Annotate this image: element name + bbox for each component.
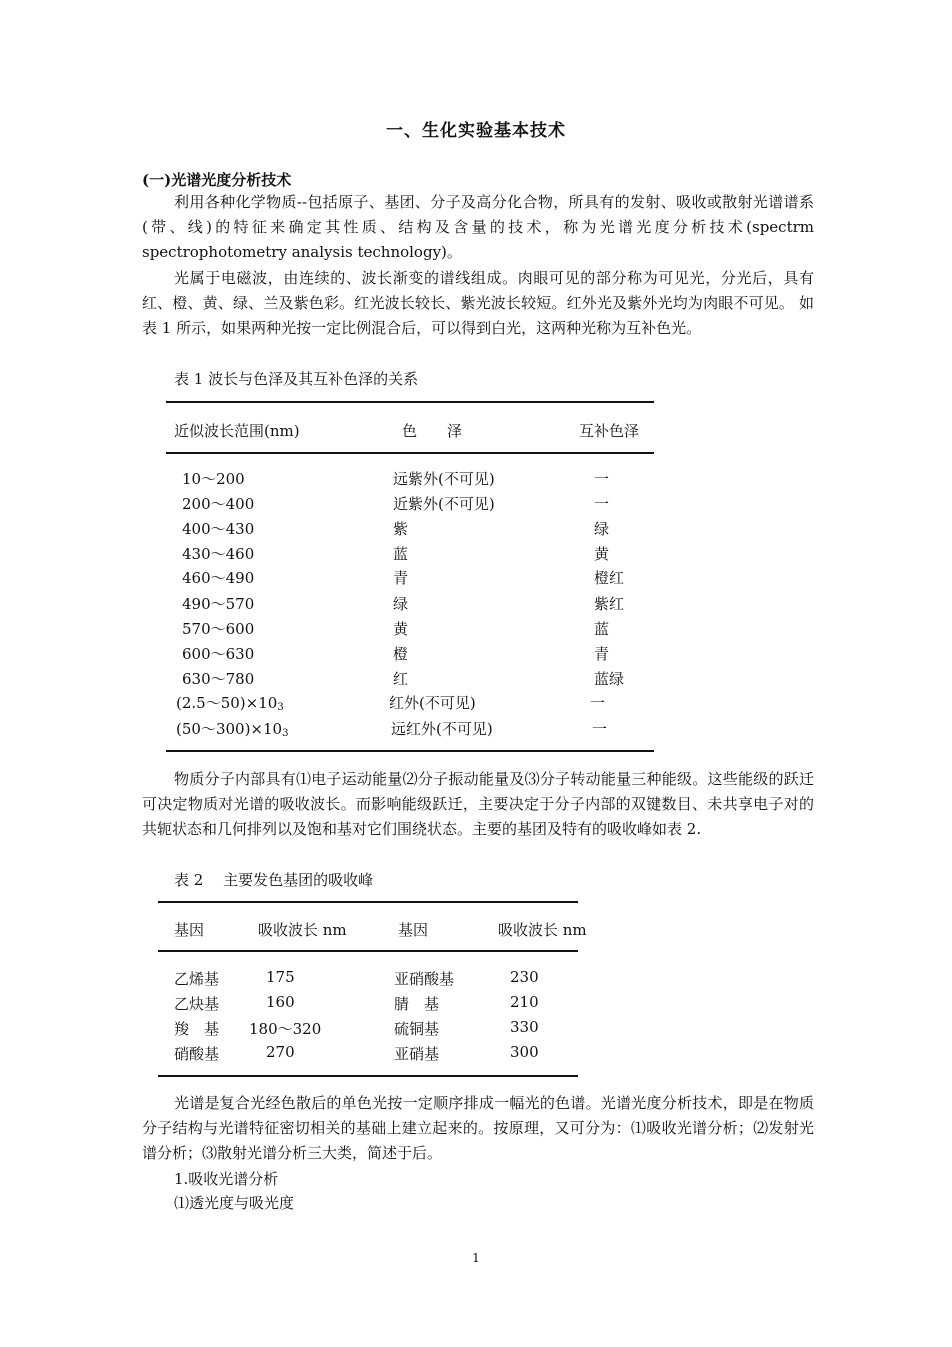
- table1-cell-complement: 蓝: [594, 620, 610, 638]
- table1-header-rule: [166, 452, 654, 454]
- table2-header-wavelength2: 吸收波长 nm: [498, 921, 587, 939]
- paragraph-3: 物质分子内部具有⑴电子运动能量⑵分子振动能量及⑶分子转动能量三种能级。这些能级的跃迁可决定物质对光谱的吸收波长。而影响能级跃迁，主要决定于分子内部的双键数目、未共享电子对的共轭状态和几何排列以及饱和基对它们围绕状态。主要的基团及特有的吸收峰如表 2.: [142, 770, 814, 838]
- table1-cell-range: $(50\sim 300)\times 10_3$: [176, 720, 289, 739]
- table2-cell-wavelength: 300: [510, 1043, 539, 1061]
- table2-cell-group: 乙烯基: [174, 970, 220, 988]
- table2-header-group2: 基因: [398, 921, 429, 939]
- table1-cell-color: 绿: [393, 595, 409, 613]
- table1-cell-complement: 绿: [594, 520, 610, 538]
- table1-cell-complement: 橙红: [594, 569, 625, 587]
- table2-header-wavelength1: 吸收波长 nm: [258, 921, 347, 939]
- table1-cell-color: 紫: [393, 520, 409, 538]
- list-item-transmittance: ⑴透光度与吸光度: [174, 1194, 295, 1212]
- table2-cell-group: 乙炔基: [174, 995, 220, 1013]
- table2-cell-wavelength: 160: [266, 993, 295, 1011]
- table1-cell-color: 近紫外(不可见): [393, 495, 495, 513]
- table1-cell-color: 黄: [393, 620, 409, 638]
- table1-cell-range: 490～570: [182, 595, 255, 613]
- table1-cell-complement: 蓝绿: [594, 670, 625, 688]
- table1-cell-range: 460～490: [182, 569, 255, 587]
- section-heading: (一)光谱光度分析技术: [142, 171, 292, 189]
- table2-top-rule: [158, 901, 578, 903]
- table1-cell-range: 600～630: [182, 645, 255, 663]
- table1-cell-color: 远红外(不可见): [391, 720, 493, 738]
- table2-cell-group: 亚硝酸基: [394, 970, 455, 988]
- table2-cell-group: 硝酸基: [174, 1045, 220, 1063]
- table1-cell-color: 蓝: [393, 545, 409, 563]
- table1-cell-range: 430～460: [182, 545, 255, 563]
- table1-cell-complement: 一: [590, 694, 606, 712]
- table1-cell-range: 570～600: [182, 620, 255, 638]
- table1-cell-complement: 一: [594, 470, 610, 488]
- table2-bottom-rule: [158, 1075, 578, 1077]
- table1-cell-complement: 一: [594, 495, 610, 513]
- table2-cell-wavelength: 330: [510, 1018, 539, 1036]
- table2-cell-group: 腈 基: [394, 995, 440, 1013]
- table1-cell-range: 200～400: [182, 495, 255, 513]
- table1-bottom-rule: [166, 750, 654, 752]
- table1-caption: 表 1 波长与色泽及其互补色泽的关系: [174, 370, 419, 388]
- table1-cell-range: 10～200: [182, 470, 245, 488]
- list-item-absorption: 1.吸收光谱分析: [174, 1170, 279, 1188]
- table1-cell-range: $(2.5\sim 50)\times 10_3$: [176, 694, 284, 713]
- table1-cell-color: 橙: [393, 645, 409, 663]
- superscript-exponent: 3: [282, 728, 289, 739]
- table1-header-complement: 互补色泽: [579, 422, 640, 440]
- table1-cell-complement: 紫红: [594, 595, 625, 613]
- table1-cell-complement: 青: [594, 645, 610, 663]
- table1-cell-color: 远紫外(不可见): [393, 470, 495, 488]
- table1-cell-complement: 黄: [594, 545, 610, 563]
- page-number: 1: [472, 1251, 480, 1265]
- superscript-exponent: 3: [277, 702, 284, 713]
- page-title: 一、生化实验基本技术: [386, 121, 566, 141]
- table2-header-group1: 基因: [174, 921, 205, 939]
- table1-cell-color: 红外(不可见): [389, 694, 476, 712]
- table2-cell-wavelength: 180～320: [249, 1020, 322, 1038]
- table2-cell-group: 亚硝基: [394, 1045, 440, 1063]
- table1-header-color: 色 泽: [402, 422, 463, 440]
- paragraph-1: 利用各种化学物质--包括原子、基团、分子及高分化合物，所具有的发射、吸收或散射光谱谱系(带、线)的特征来确定其性质、结构及含量的技术，称为光谱光度分析技术(spectrm spectrophotometry analysis technology)。: [142, 193, 814, 261]
- table1-top-rule: [166, 401, 654, 403]
- table2-cell-wavelength: 210: [510, 993, 539, 1011]
- table1-cell-color: 红: [393, 670, 409, 688]
- table2-cell-group: 羧 基: [174, 1020, 220, 1038]
- table2-cell-wavelength: 175: [266, 968, 295, 986]
- table2-cell-group: 硫铜基: [394, 1020, 440, 1038]
- table1-cell-range: 630～780: [182, 670, 255, 688]
- paragraph-4: 光谱是复合光经色散后的单色光按一定顺序排成一幅光的色谱。光谱光度分析技术，即是在物质分子结构与光谱特征密切相关的基础上建立起来的。按原理，又可分为：⑴吸收光谱分析；⑵发射光谱分析；⑶散射光谱分析三大类，简述于后。: [142, 1094, 814, 1162]
- table2-cell-wavelength: 270: [266, 1043, 295, 1061]
- table1-cell-range: 400～430: [182, 520, 255, 538]
- table2-cell-wavelength: 230: [510, 968, 539, 986]
- table1-cell-complement: 一: [592, 720, 608, 738]
- table1-header-wavelength: 近似波长范围(nm): [174, 422, 300, 440]
- table1-cell-color: 青: [393, 569, 409, 587]
- paragraph-2: 光属于电磁波，由连续的、波长渐变的谱线组成。肉眼可见的部分称为可见光，分光后，具有红、橙、黄、绿、兰及紫色彩。红光波长较长、紫光波长较短。红外光及紫外光均为肉眼不可见。 如表 1 所示，如果两种光按一定比例混合后，可以得到白光，这两种光称为互补色光。: [142, 269, 814, 337]
- table2-header-rule: [158, 950, 578, 952]
- table2-caption: 表 2 主要发色基团的吸收峰: [174, 871, 374, 889]
